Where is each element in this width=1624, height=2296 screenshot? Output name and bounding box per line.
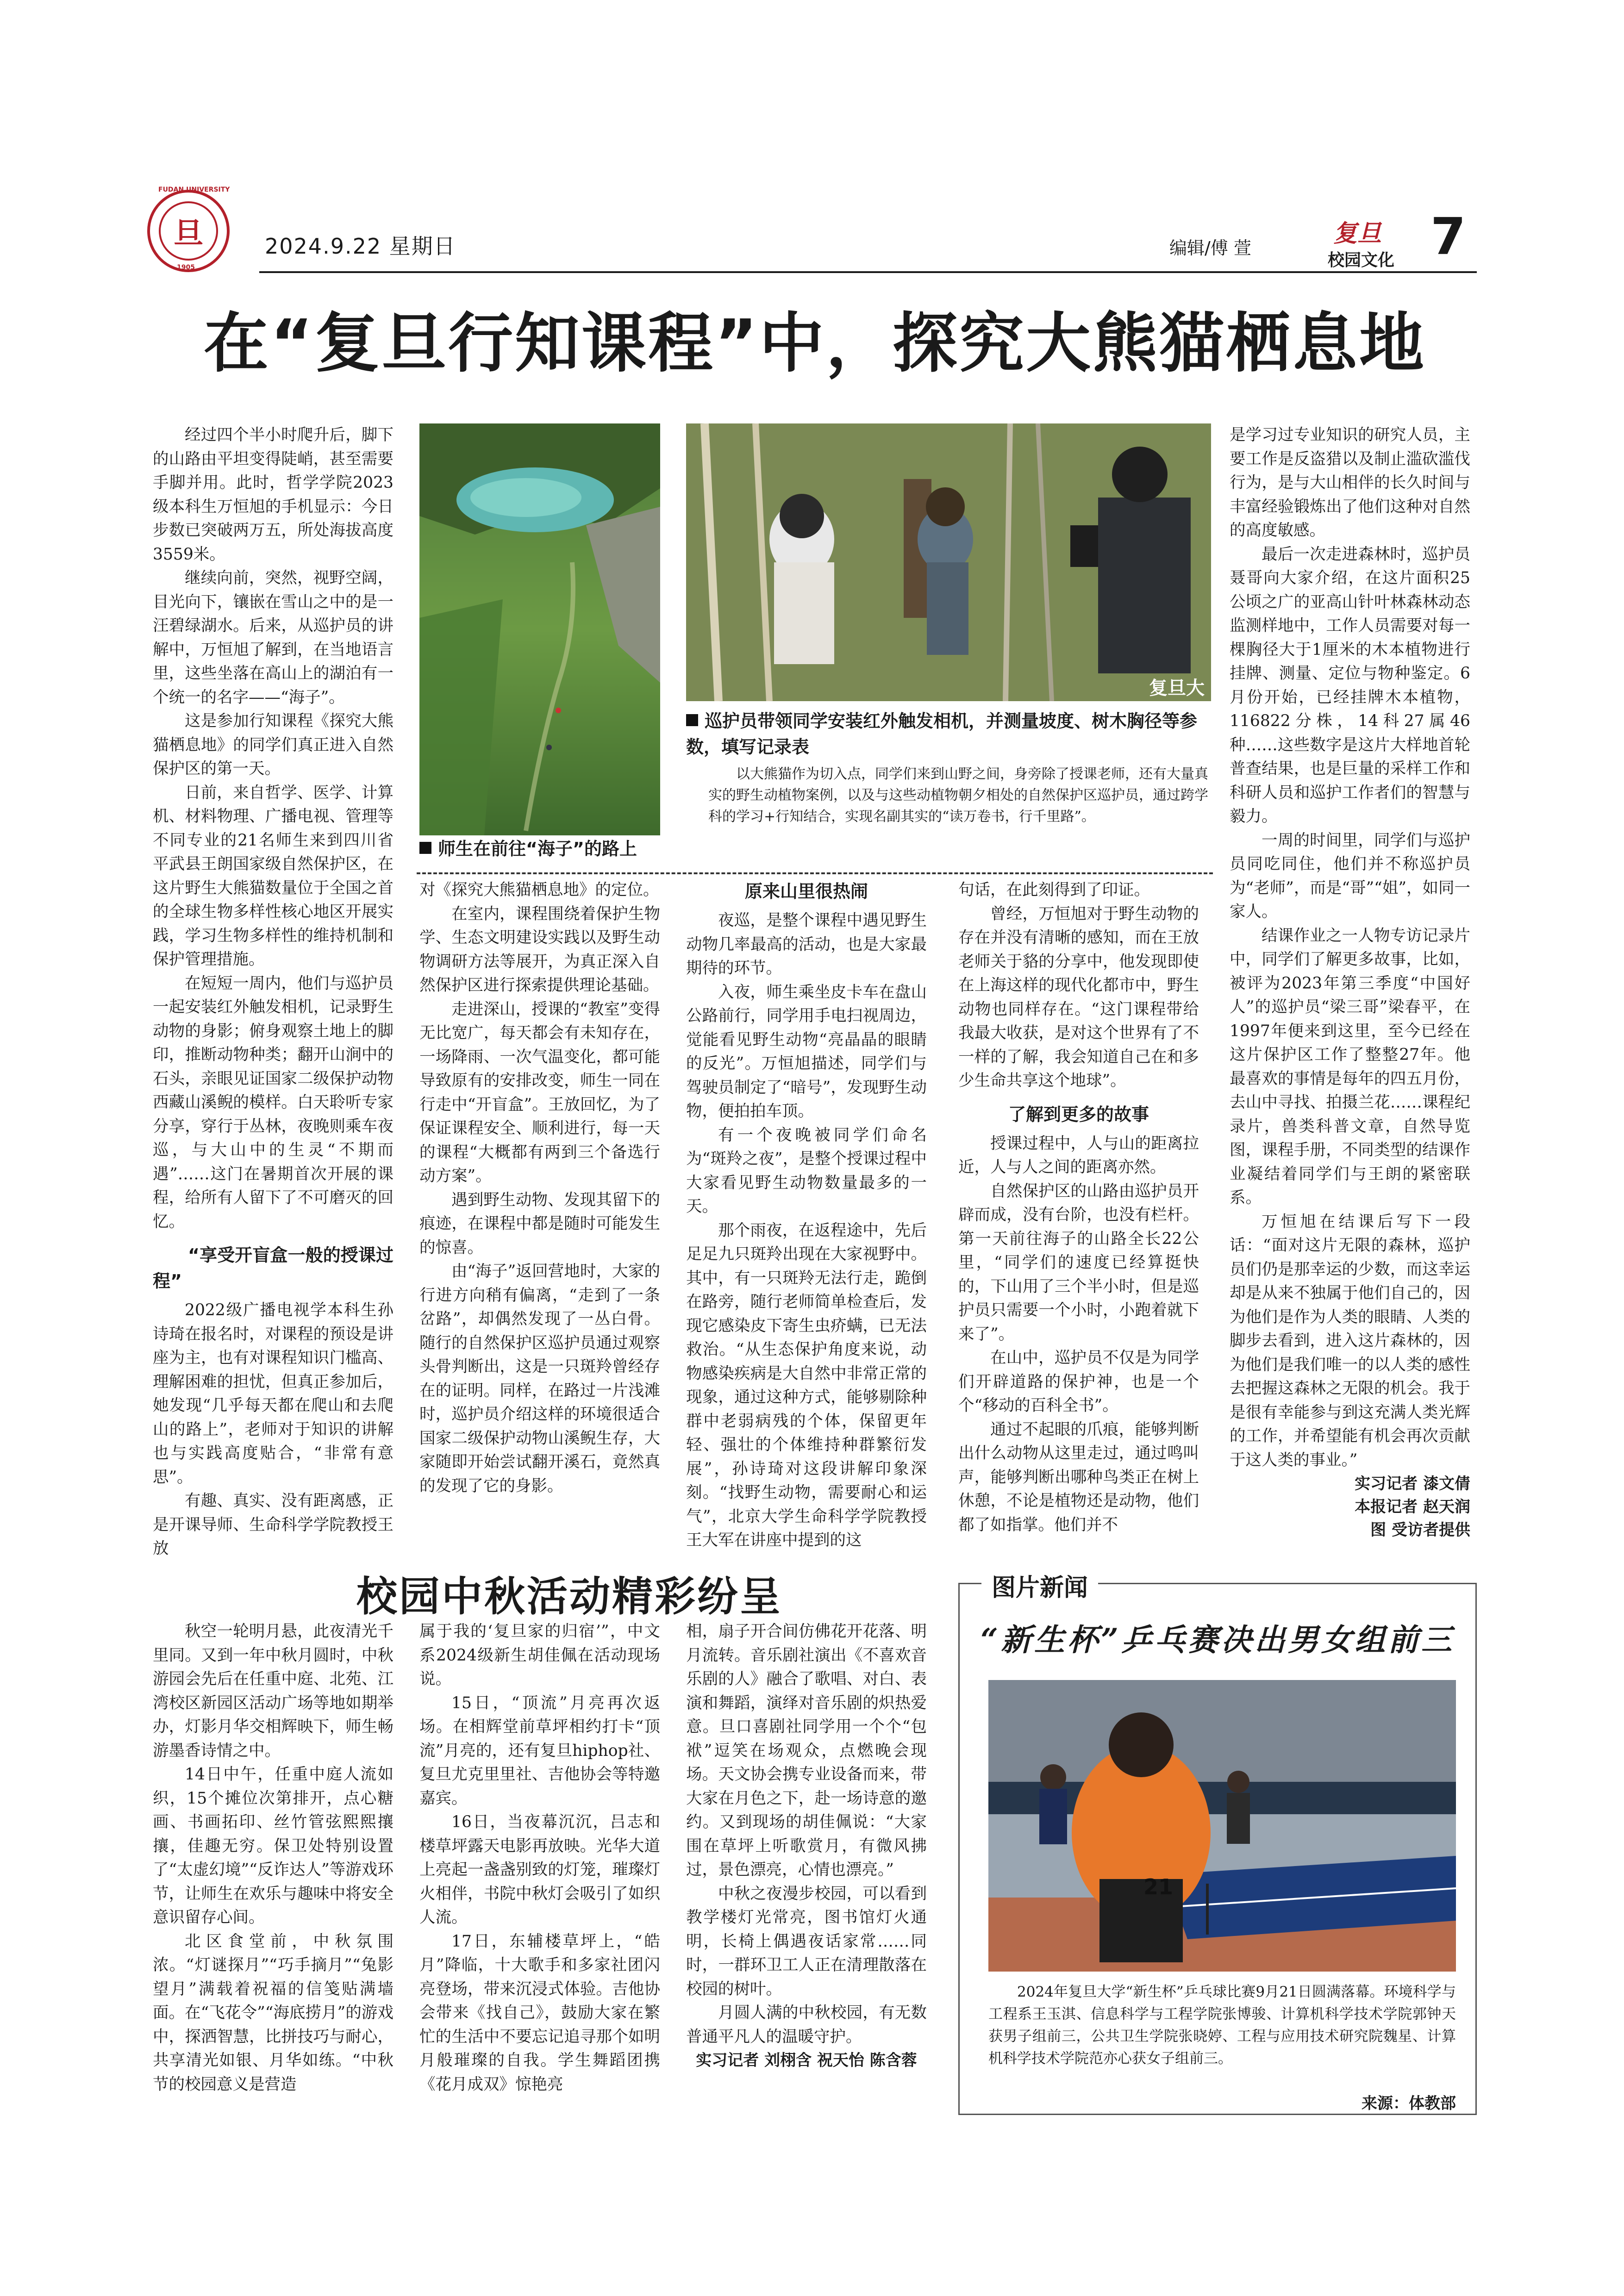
paragraph: 15日，“顶流”月亮再次返场。在相辉堂前草坪相约打卡“顶流”月亮的，还有复旦hiphop社、复旦尤克里里社、吉他协会等特邀嘉宾。 [419, 1693, 660, 1808]
brand-name: 复旦 [1333, 219, 1382, 248]
byline-line: 图 受访者提供 [1370, 1521, 1470, 1539]
paragraph: 有趣、真实、没有距离感，正是开课导师、生命科学学院教授王放 [153, 1492, 394, 1558]
article-intro: 以大熊猫作为切入点，同学们来到山野之间，身旁除了授课老师，还有大量真实的野生动植物案例，以及与这些动植物朝夕相处的自然保护区巡护员，通过跨学科的学习+行知结合，实现名副其实的“读万卷书，行千里路”。 [708, 766, 1208, 825]
photo1-caption [419, 836, 660, 862]
photo-news-caption: 2024年复旦大学“新生杯”乒乓球比赛9月21日圆满落幕。环境科学与工程系王玉淇、信息科学与工程学院张博骏、计算机科学技术学院郭钟天获男子组前三，公共卫生学院张晓婷、工程与应用技术研究院魏星、计算机科学技术学院范亦心获女子组前三。 [988, 1984, 1456, 2067]
paragraph: 日前，来自哲学、医学、计算机、材料物理、广播电视、管理等不同专业的21名师生来到四川省平武县王朗国家级自然保护区，在这片野生大熊猫数量位于全国之首的全球生物多样性核心地区开展实践，学习生物多样性的维持机制和保护管理措施。 [153, 783, 394, 969]
table-tennis-image [988, 1680, 1456, 1972]
paragraph: 在山中，巡护员不仅是为同学们开辟道路的保护神，也是一个个“移动的百科全书”。 [958, 1349, 1199, 1415]
caption-text: 师生在前往“海子”的路上 [438, 839, 637, 859]
paragraph: 属于我的‘复旦家的归宿’”，中文系2024级新生胡佳佩在活动现场说。 [419, 1622, 660, 1688]
article2-column-3 [686, 1620, 927, 2072]
article1-column-2 [419, 878, 660, 1498]
section-divider [417, 872, 1213, 874]
header-rule [259, 271, 1477, 273]
photo-news-title: “新生杯”乒乓赛决出男女组前三 [981, 1622, 1455, 1658]
photo-news-tag: 图片新闻 [981, 1568, 1098, 1603]
paragraph: 自然保护区的山路由巡护员开辟而成，没有台阶，也没有栏杆。第一天前往海子的山路全长22公里，“同学们的速度已经算挺快的，下山用了三个半小时，但是巡护员只需要一个小时，小跑着就下来了”。 [958, 1182, 1199, 1344]
article1-column-1 [153, 423, 394, 1561]
issue-date: 2024.9.22 星期日 [265, 234, 456, 259]
paragraph: 有一个夜晚被同学们命名为“斑羚之夜”，是整个授课过程中大家看见野生动物数量最多的一天。 [686, 1126, 927, 1216]
lake-trail-image [419, 423, 660, 835]
paragraph: 14日中午，任重中庭人流如织，15个摊位次第排开，点心糖画、书画拓印、丝竹管弦熙熙攘攘，佳趣无穷。保卫处特别设置了“太虚幻境”“反诈达人”等游戏环节，让师生在欢乐与趣味中将安全意识留存心间。 [153, 1765, 394, 1927]
paragraph: 入夜，师生乘坐皮卡车在盘山公路前行，同学用手电扫视周边，觉能看见野生动物“亮晶晶的眼睛的反光”。万恒旭描述，同学们与驾驶员制定了“暗号”，发现野生动物，便拍拍车顶。 [686, 983, 927, 1120]
paragraph: 走进深山，授课的“教室”变得无比宽广，每天都会有未知存在，一场降雨、一次气温变化，都可能导致原有的安排改变，师生一同在行走中“开盲盒”。王放回忆，为了保证课程安全、顺利进行，每一天的课程“大概都有两到三个备选行动方案”。 [419, 1000, 660, 1185]
photo-table-tennis [988, 1680, 1456, 1972]
logo-ring-text: FUDAN UNIVERSITY [158, 186, 230, 193]
paragraph: 对《探究大熊猫栖息地》的定位。 [419, 881, 659, 899]
paragraph: 夜巡，是整个课程中遇见野生动物几率最高的活动，也是大家最期待的环节。 [686, 911, 927, 977]
photo-watermark: 复旦大 [1149, 678, 1205, 699]
article1-column-3 [686, 878, 927, 1553]
camera-install-image [686, 423, 1211, 701]
article1-column-5 [1230, 423, 1470, 1542]
article2-column-2 [419, 1620, 660, 2097]
article2-column-1 [153, 1620, 394, 2097]
paragraph: 万恒旭在结课后写下一段话：“面对这片无限的森林，巡护员们仍是那幸运的少数，而这幸运却是从来不独属于他们自己的，因为他们是作为人类的眼睛、人类的脚步去看到，进入这片森林的，因为他们是我们唯一的以人类的感性去把握这森林之无限的机会。我于是很有幸能参与到这充满人类光辉的工作，并希望能有机会再次贡献于这人类的事业。” [1230, 1212, 1470, 1469]
paragraph: 通过不起眼的爪痕，能够判断出什么动物从这里走过，通过鸣叫声，能够判断出哪种鸟类正在树上休憩，不论是植物还是动物，他们都了如指掌。他们并不 [958, 1420, 1199, 1534]
paragraph: 在短短一周内，他们与巡护员一起安装红外触发相机，记录野生动物的身影；俯身观察土地上的脚印，推断动物种类；翻开山涧中的石头，亲眼见证国家二级保护动物西藏山溪鲵的模样。白天聆听专家分享，穿行于丛林，夜晚则乘车夜巡，与大山中的生灵“不期而遇”……这门在暑期首次开展的课程，给所有人留下了不可磨灭的回忆。 [153, 974, 394, 1231]
paragraph: 17日，东辅楼草坪上，“皓月”降临，十大歌手和多家社团闪亮登场，带来沉浸式体验。吉他协会带来《找自己》，鼓励大家在繁忙的生活中不要忘记追寻那个如明月般璀璨的自我。学生舞蹈团携《花月成双》惊艳亮 [419, 1932, 660, 2094]
photo-camera-install [686, 423, 1211, 701]
paragraph: 授课过程中，人与山的距离拉近，人与人之间的距离亦然。 [958, 1134, 1199, 1176]
paragraph: 在室内，课程围绕着保护生物学、生态文明建设实践以及野生动物调研方法等展开，为真正深入自然保护区进行探索提供理论基础。 [419, 904, 660, 995]
paragraph: 继续向前，突然，视野空阔，目光向下，镶嵌在雪山之中的是一汪碧绿湖水。后来，从巡护员的讲解中，万恒旭了解到，在当地语言里，这些坐落在高山上的湖泊有一个统一的名字——“海子”。 [153, 569, 394, 707]
editor-credit: 编辑/傅 萱 [1169, 238, 1251, 258]
page-number: 7 [1430, 207, 1466, 266]
caption-square-icon [686, 714, 698, 726]
logo-year: 1905 [177, 264, 195, 271]
section-name: 校园文化 [1328, 251, 1395, 270]
subheading: 了解到更多的故事 [1008, 1104, 1149, 1125]
player-bib-number: 21 [1143, 1874, 1174, 1899]
caption-text: 巡护员带领同学安装红外触发相机，并测量坡度、树木胸径等参数，填写记录表 [686, 711, 1198, 757]
paragraph: 由“海子”返回营地时，大家的行进方向稍有偏离，“走到了一条岔路”，却偶然发现了一丛白骨。随行的自然保护区巡护员通过观察头骨判断出，这是一只斑羚曾经存在的证明。同样，在路过一片浅滩时，巡护员介绍这样的环境很适合国家二级保护动物山溪鲵生存，大家随即开始尝试翻开溪石，竟然真的发现了它的身影。 [419, 1262, 660, 1495]
paragraph: 遇到野生动物、发现其留下的痕迹，在课程中都是随时可能发生的惊喜。 [419, 1190, 660, 1257]
subheading: 原来山里很热闹 [744, 881, 868, 902]
paragraph: 一周的时间里，同学们与巡护员同吃同住，他们并不称巡护员为“老师”，而是“哥”“姐”，如同一家人。 [1230, 831, 1470, 921]
paragraph: 中秋之夜漫步校园，可以看到教学楼灯光常亮，图书馆灯火通明，长椅上偶遇夜话家常……同时，一群环卫工人正在清理散落在校园的树叶。 [686, 1884, 927, 1998]
logo-character: 旦 [159, 201, 218, 261]
byline-line: 实习记者 漆文倩 [1355, 1475, 1470, 1493]
byline-line: 本报记者 赵天润 [1355, 1498, 1470, 1516]
article1-byline [1230, 1472, 1470, 1542]
photo-news-source: 来源：体教部 [1362, 2094, 1456, 2113]
paragraph: 曾经，万恒旭对于野生动物的存在并没有清晰的感知，而在王放老师关于貉的分享中，他发现即使在上海这样的现代化都市中，野生动物也同样存在。“这门课程带给我最大收获，是对这个世界有了不一样的了解，我会知道自己在和多少生命共享这个地球”。 [958, 904, 1199, 1090]
paragraph: 相，扇子开合间仿佛花开花落、明月流转。音乐剧社演出《不喜欢音乐剧的人》融合了歌唱、对白、表演和舞蹈，演绎对音乐剧的炽热爱意。旦口喜剧社同学用一个个“包袱”逗笑在场观众，点燃晚会现场。天文协会携专业设备而来，带大家在月色之下，赴一场诗意的邀约。又到现场的胡佳佩说：“大家围在草坪上听歌赏月，有微风拂过，景色漂亮，心情也漂亮。” [686, 1622, 927, 1879]
fudan-logo [147, 190, 230, 272]
caption-square-icon [419, 842, 431, 854]
paragraph: 经过四个半小时爬升后，脚下的山路由平坦变得陡峭，甚至需要手脚并用。此时，哲学学院2023级本科生万恒旭的手机显示：今日步数已突破两万五，所处海拔高度3559米。 [153, 426, 394, 564]
article2-headline: 校园中秋活动精彩纷呈 [356, 1572, 782, 1620]
photo-lake-trail [419, 423, 660, 835]
paragraph: 秋空一轮明月悬，此夜清光千里同。又到一年中秋月圆时，中秋游园会先后在任重中庭、北苑、江湾校区新园区活动广场等地如期举办，灯影月华交相辉映下，师生畅游墨香诗情之中。 [153, 1622, 394, 1760]
subheading: “享受开盲盒一般的授课过程” [153, 1245, 394, 1291]
article1-column-4 [958, 878, 1199, 1537]
paragraph: 是学习过专业知识的研究人员，主要工作是反盗猎以及制止滥砍滥伐行为，是与大山相伴的长久时间与丰富经验锻炼出了他们这种对自然的高度敏感。 [1230, 426, 1470, 540]
paragraph: 月圆人满的中秋校园，有无数普通平凡人的温暖守护。 [686, 2004, 927, 2046]
article2-byline: 实习记者 刘栩含 祝天怡 陈含蓉 [696, 2051, 917, 2070]
photo2-caption [686, 708, 1211, 760]
paragraph: 北区食堂前，中秋氛围浓。“灯谜探月”“巧手摘月”“兔影望月”满载着祝福的信笺贴满墙面。在“飞花令”“海底捞月”的游戏中，探洒智慧，比拼技巧与耐心，共享清光如银、月华如练。“中秋节的校园意义是营造 [153, 1932, 394, 2094]
paragraph: 这是参加行知课程《探究大熊猫栖息地》的同学们真正进入自然保护区的第一天。 [153, 712, 394, 778]
paragraph: 16日，当夜幕沉沉，吕志和楼草坪露天电影再放映。光华大道上亮起一盏盏别致的灯笼，璀璨灯火相伴，书院中秋灯会吸引了如织人流。 [419, 1813, 660, 1927]
paragraph: 那个雨夜，在返程途中，先后足足九只斑羚出现在大家视野中。其中，有一只斑羚无法行走，跪倒在路旁，随行老师简单检查后，发现它感染皮下寄生虫疥螨，已无法救治。“从生态保护角度来说，动物感染疾病是大自然中非常正常的现象，通过这种方式，能够剔除种群中老弱病残的个体，保留更年轻、强壮的个体维持种群繁衍发展”，孙诗琦对这段讲解印象深刻。“找野生动物，需要耐心和运气”，北京大学生命科学学院教授王大军在讲座中提到的这 [686, 1221, 927, 1549]
article-headline: 在“复旦行知课程”中，探究大熊猫栖息地 [203, 306, 1426, 381]
paragraph: 结课作业之一人物专访记录片中，同学们了解更多故事，比如，被评为2023年第三季度“中国好人”的巡护员“梁三哥”梁春平，在1997年便来到这里，至今已经在这片保护区工作了整整27年。他最喜欢的事情是每年的四五月份，去山中寻找、拍摄兰花……课程纪录片，兽类科普文章，自然导览图，课程手册，不同类型的结课作业凝结着同学们与王朗的紧密联系。 [1230, 926, 1470, 1207]
paragraph: 最后一次走进森林时，巡护员聂哥向大家介绍，在这片面积25公顷之广的亚高山针叶林森林动态监测样地中，工作人员需要对每一棵胸径大于1厘米的木本植物进行挂牌、测量、定位与物种鉴定。6月份开始，已经挂牌木本植物，116822分株，14科27属46种……这些数字是这片大样地首轮普查结果，也是巨量的采样工作和科研人员和巡护工作者们的智慧与毅力。 [1230, 545, 1470, 826]
paragraph: 句话，在此刻得到了印证。 [958, 881, 1150, 899]
paragraph: 2022级广播电视学本科生孙诗琦在报名时，对课程的预设是讲座为主，也有对课程知识门槛高、理解困难的担忧，但真正参加后，她发现“几乎每天都在爬山和去爬山的路上”，老师对于知识的讲解也与实践高度贴合，“非常有意思”。 [153, 1301, 394, 1487]
